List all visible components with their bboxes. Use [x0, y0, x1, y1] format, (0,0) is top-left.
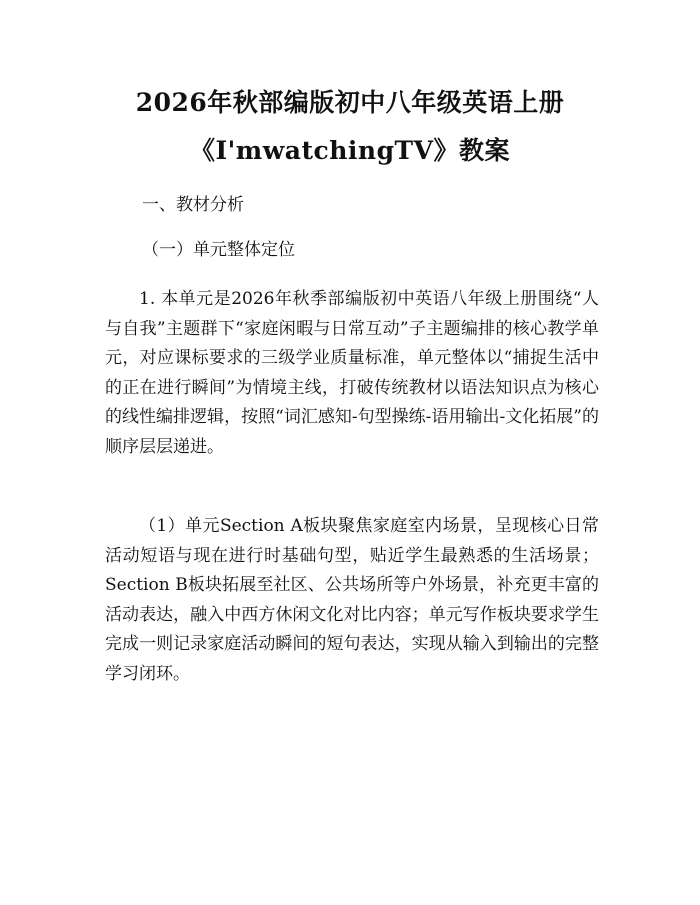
document-title-line-2: 《I'mwatchingTV》教案 — [189, 136, 511, 165]
document-title-line-1: 2026年秋部编版初中八年级英语上册 — [135, 88, 565, 117]
section-heading: 一、教材分析 — [142, 195, 244, 215]
body-paragraph-2: （1）单元Section A板块聚焦家庭室内场景，呈现核心日常活动短语与现在进行时基础句型，贴近学生最熟悉的生活场景；Section B板块拓展至社区、公共场所等户外场景，补充更丰富的活动表达，融入中西方休闲文化对比内容；单元写作板块要求学生完成一则记录家庭活动瞬间的短句表达，实现从输入到输出的完整学习闭环。 — [105, 516, 599, 684]
body-paragraph-1: 1. 本单元是2026年秋季部编版初中英语八年级上册围绕“人与自我”主题群下“家庭闲暇与日常互动”子主题编排的核心教学单元，对应课标要求的三级学业质量标准，单元整体以“捕捉生活中的正在进行瞬间”为情境主线，打破传统教材以语法知识点为核心的线性编排逻辑，按照“词汇感知-句型操练-语用输出-文化拓展”的顺序层层递进。 — [105, 289, 599, 457]
subsection-heading: （一）单元整体定位 — [142, 240, 295, 260]
